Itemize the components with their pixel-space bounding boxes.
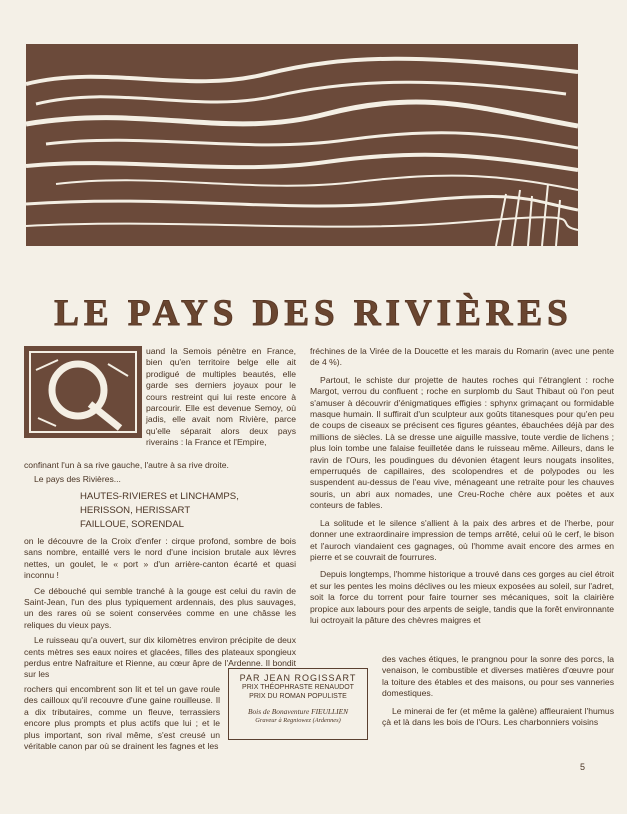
left-column-body	[24, 536, 296, 685]
author-line: PAR JEAN ROGISSART	[239, 673, 357, 683]
woodcut-banner-illustration	[26, 44, 578, 246]
prize-line: PRIX DU ROMAN POPULISTE	[249, 693, 347, 700]
decorated-initial-q	[24, 346, 142, 438]
paragraph: Partout, le schiste dur projette de hautes roches qui l'étranglent : roche Margot, verrou du confluent ; roche en surplomb du Saut Thibaut où l'on peut s'amuser à découvrir d'énigmatiques effigies : sphynx grimaçant ou formidable masque humain. Il suffirait d'un sculpteur aux goûts titanesques pour qu'en peu de coups de ciseaux se précisent ces figures géantes, ébauchées déjà par des millions de siècles. Là se dresse une aiguille massive, toute verdie de lichens ; plus loin tombe une falaise feuilletée dans le ruisseau même. Ailleurs, dans le ravin de l'Ours, les poudingues du dévonien étagent leurs nougats insolites, emperruqués de capillaires, des scolopendres et de polypodes ou les suspendent au-dessus de l'eau vive, ménageant une retraite pour les chauves souris, un abri aux nomades, une Creu-Roche chère aux poètes et aux conteurs de fables.	[310, 374, 614, 511]
intro-paragraph-tail: confinant l'un à sa rive gauche, l'autre à sa rive droite.	[24, 460, 229, 470]
page-number: 5	[580, 762, 586, 772]
paragraph: Ce débouché qui semble tranché à la gouge est celui du ravin de Saint-Jean, l'un des plus typiquement ardennais, des plus sauvages, un des rares où se soient conservées comme en une châsse les reliques du vieux pays.	[24, 585, 296, 630]
prize-line: PRIX THÉOPHRASTE RENAUDOT	[242, 684, 354, 691]
right-column-lower	[382, 654, 614, 734]
place-line: HAUTES-RIVIERES et LINCHAMPS,	[80, 491, 239, 502]
paragraph: des vaches étiques, le prangnou pour la sonre des porcs, la venaison, le combustible et diverses matières d'œuvre pour la toiture des étables et des maisons, ou pour ses vanneries domestiques.	[382, 654, 614, 699]
place-list	[80, 490, 239, 532]
paragraph: Le minerai de fer (et même la galène) affleuraient l'humus çà et là dans les bois de l'Ours. Les charbonniers voisins	[382, 705, 614, 728]
paragraph: on le découvre de la Croix d'enfer : cirque profond, sombre de bois sans nombre, entaillé vers le nord d'une incision brutale aux lèvres nettes, un goulet, le « port » d'un arrière-canton écarté et quasi inconnu !	[24, 536, 296, 581]
left-column-lower: rochers qui encombrent son lit et tel un gave roule des cailloux qu'il recouvre d'une gaine rouilleuse. Il a dix tributaires, comme un fleuve, terrassiers encore plus prompts et plus actifs que lui ; et le plus important, son rival même, s'est creusé un véritable canon par où se drainent les fagnes et les	[24, 684, 220, 752]
lead-line: Le pays des Rivières...	[34, 474, 121, 484]
paragraph: Depuis longtemps, l'homme historique a trouvé dans ces gorges au ciel étroit et sur les pentes les moins déclives ou les mieux exposées au soleil, sur l'adret, soit la force du torrent pour faire tourner ses mécaniques, soit la clairière propice aux labours pour des arpents de seigle, tandis que la forêt environnante lui octroyait la pâture des chèvres maigres et	[310, 569, 614, 625]
author-credit-box	[228, 668, 368, 740]
engraver-credit: Graveur à Regniowez (Ardennes)	[255, 717, 341, 724]
paragraph: fréchines de la Virée de la Doucette et les marais du Romarin (avec une pente de 4 %).	[310, 346, 614, 368]
paragraph: La solitude et le silence s'allient à la paix des arbres et de l'herbe, pour donner une extraordinaire impression de temps arrêté, celui où le cerf, le bison et l'auroch viandaient ces gagnages, où l'homme avait encore des armes en pierre et se couvrait de fourrures.	[310, 517, 614, 562]
paragraph: Le ruisseau qu'a ouvert, sur dix kilomètres environ précipite de deux cents mètres ses eaux noires et glacées, filles des plateaux spongieux perdus entre Nafraiture et Rienne, au cœur âpre de l'Ardenne. Il bondit sur les	[24, 635, 296, 680]
intro-paragraph: uand la Semois pénètre en France, bien qu'en territoire belge elle ait prodigué de multiples beautés, elle garde ses derniers joyaux pour le cours restreint qui lui reste encore à parcourir. Elle est devenue Semoy, où jadis, elle avait nom Rivière, parce qu'elle séparait alors deux pays riverains : la France et l'Empire,	[146, 346, 296, 448]
right-column-body	[310, 346, 614, 632]
place-line: FAILLOUE, SORENDAL	[80, 519, 184, 530]
article-title: LE PAYS DES RIVIÈRES	[54, 293, 573, 334]
woodcut-credit: Bois de Bonaventure FIEULLIEN	[247, 707, 349, 716]
place-line: HERISSON, HERISSART	[80, 505, 191, 516]
